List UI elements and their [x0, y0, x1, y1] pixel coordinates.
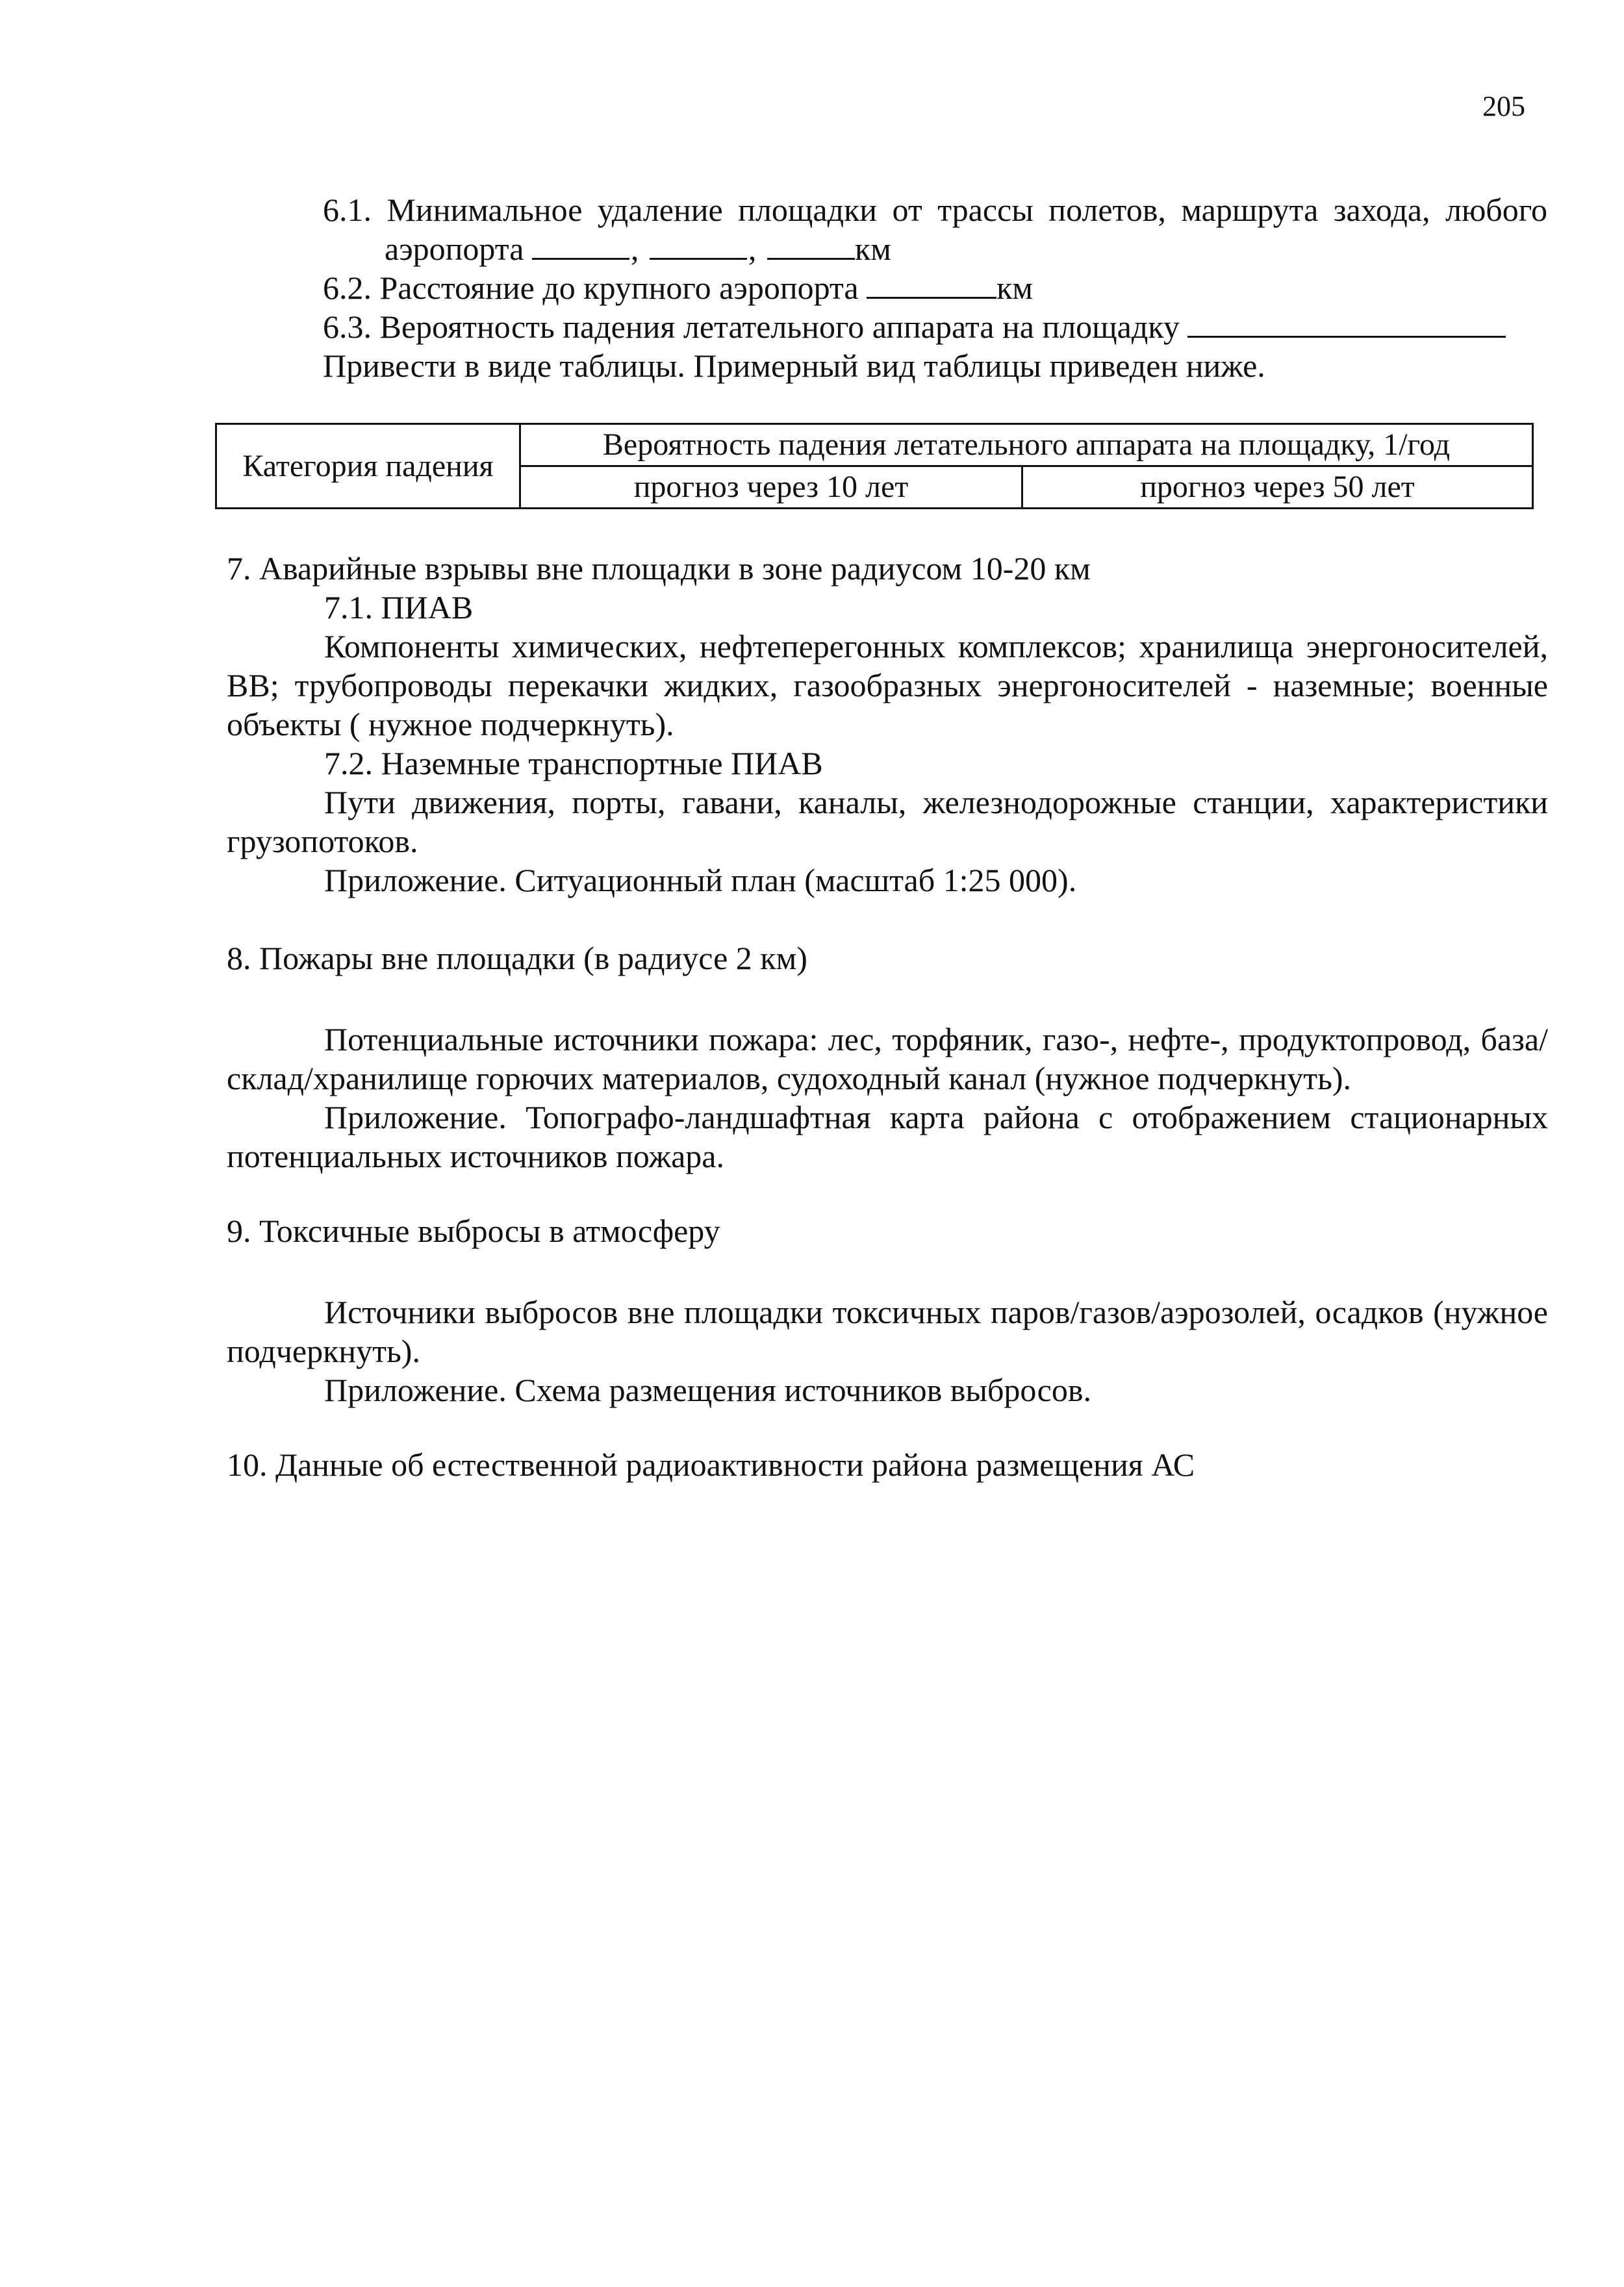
fill-blank-2[interactable] [650, 229, 747, 260]
section-9-heading: 9. Токсичные выбросы в атмосферу [227, 1213, 720, 1249]
item-6-2-text: 6.2. Расстояние до крупного аэропорта [323, 270, 859, 306]
table-subheader-10-years: прогноз через 10 лет [520, 466, 1022, 509]
item-6-1-text: 6.1. Минимальное удаление площадки от трассы полетов, маршрута захода, любого [323, 192, 1547, 228]
section-8 [227, 939, 1548, 1176]
probability-table [215, 423, 1534, 509]
item-6-2 [323, 268, 1547, 307]
section-7 [227, 549, 1548, 900]
item-6-3-text: 6.3. Вероятность падения летательного аппарата на площадку [323, 309, 1180, 345]
section-7-2-heading: 7.2. Наземные транспортные ПИАВ [324, 745, 823, 781]
km-unit-1: км [854, 231, 891, 267]
section-9-text: Источники выбросов вне площадки токсичных паров/газов/аэрозолей, осадков (нужное подчеркнуть). [227, 1294, 1548, 1369]
fill-blank-1[interactable] [532, 229, 629, 260]
section-10-heading: 10. Данные об естественной радиоактивности района размещения АС [227, 1447, 1195, 1483]
section-8-appendix: Приложение. Топографо-ландшафтная карта района с отображением стационарных потенциальных источников пожара. [227, 1099, 1548, 1174]
table-header-probability: Вероятность падения летательного аппарата на площадку, 1/год [520, 424, 1533, 466]
section-8-text: Потенциальные источники пожара: лес, торфяник, газо-, нефте-, продуктопровод, база/склад/хранилище горючих материалов, судоходный канал (нужное подчеркнуть). [227, 1021, 1548, 1096]
section-7-1-text: Компоненты химических, нефтеперегонных комплексов; хранилища энергоносителей, ВВ; трубопроводы перекачки жидких, газообразных энергоносителей - наземные; военные объекты ( нужное подчеркнуть). [227, 628, 1548, 742]
comma-1: , [630, 231, 639, 267]
item-6-1-fill-line [323, 229, 1547, 268]
section-7-heading: 7. Аварийные взрывы вне площадки в зоне радиусом 10-20 км [227, 550, 1091, 587]
km-unit-2: км [996, 270, 1034, 306]
section-9-appendix: Приложение. Схема размещения источников выбросов. [324, 1372, 1091, 1408]
section-7-2-text: Пути движения, порты, гавани, каналы, железнодорожные станции, характеристики грузопотоков. [227, 784, 1548, 859]
section-7-appendix: Приложение. Ситуационный план (масштаб 1:25 000). [324, 862, 1077, 898]
section-6 [323, 190, 1547, 385]
section-8-heading: 8. Пожары вне площадки (в радиусе 2 км) [227, 940, 807, 976]
fill-blank-5[interactable] [1187, 307, 1506, 338]
item-6-3 [323, 307, 1547, 346]
table-subheader-50-years: прогноз через 50 лет [1022, 466, 1533, 509]
table-note: Привести в виде таблицы. Примерный вид таблицы приведен ниже. [323, 347, 1265, 384]
fill-blank-3[interactable] [767, 229, 855, 260]
fill-blank-4[interactable] [867, 268, 996, 299]
comma-2: , [748, 231, 757, 267]
section-9 [227, 1211, 1548, 1409]
section-10 [227, 1445, 1548, 1484]
item-6-1-airport-label: аэропорта [385, 231, 524, 267]
section-7-1-heading: 7.1. ПИАВ [324, 589, 474, 625]
page-number: 205 [1482, 90, 1525, 122]
table-header-category: Категория падения [216, 424, 520, 509]
